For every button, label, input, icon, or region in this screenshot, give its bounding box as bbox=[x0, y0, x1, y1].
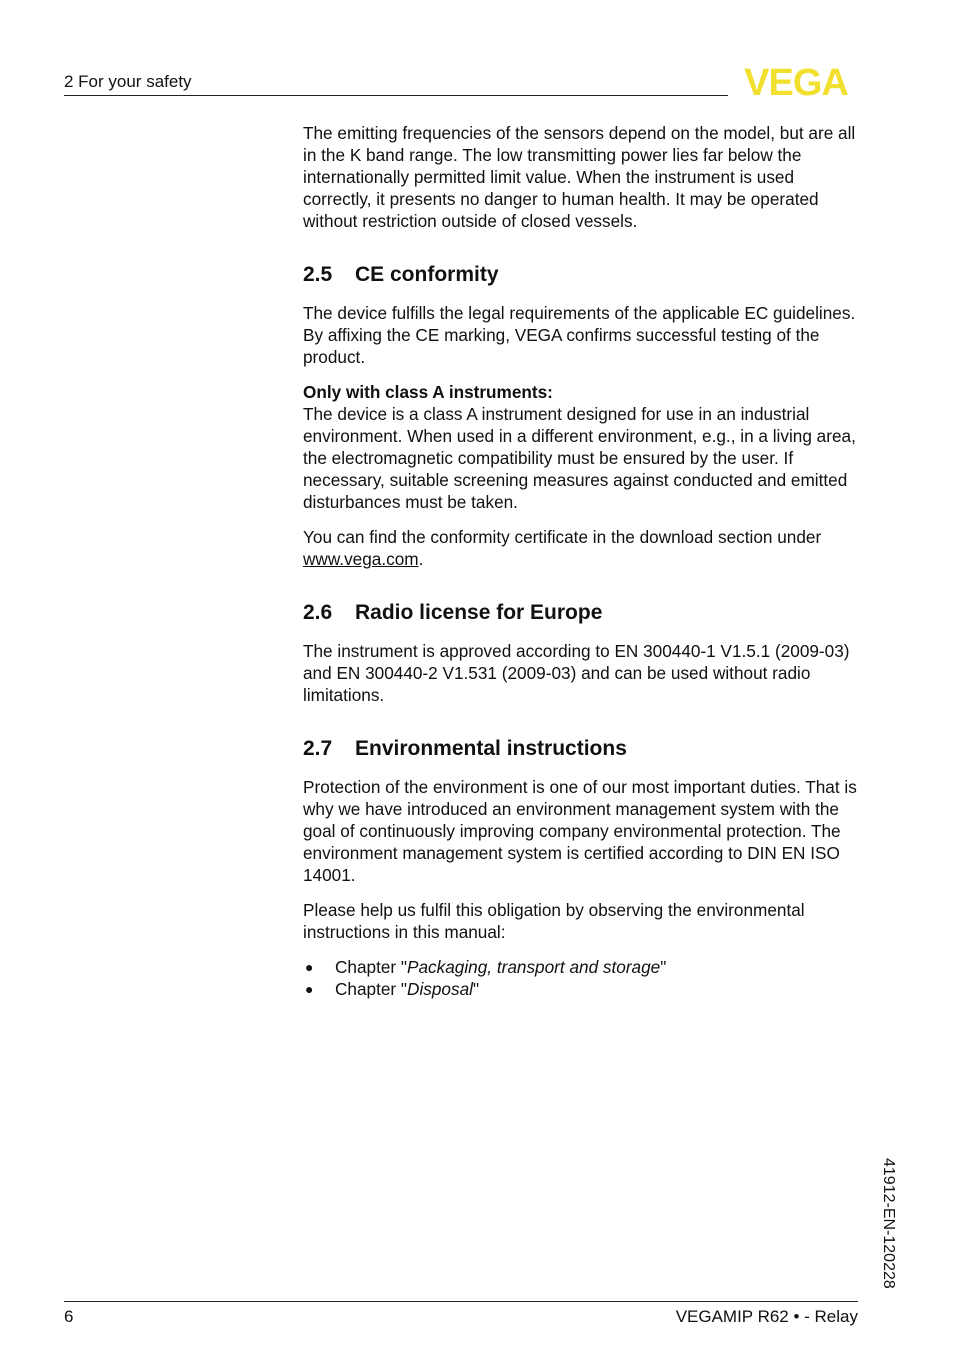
section-heading-radio bbox=[303, 600, 859, 626]
vega-website-link[interactable]: www.vega.com bbox=[303, 549, 419, 569]
logo-text: VEGA bbox=[744, 64, 848, 98]
page-number: 6 bbox=[64, 1307, 74, 1326]
env-paragraph-1: Protection of the environment is one of our most important duties. That is why we have introduced an environment management system with the goal of continuously improving company environmental protection. The environment management system is certified according to DIN EN ISO 14001. bbox=[303, 777, 857, 885]
class-a-label: Only with class A instruments: bbox=[303, 382, 553, 402]
running-header: 2 For your safety bbox=[64, 72, 192, 91]
ce-paragraph-2 bbox=[303, 381, 859, 513]
ce-paragraph-1: The device fulfills the legal requirements of the applicable EC guidelines. By affixing the CE marking, VEGA confirms successful testing of the product. bbox=[303, 303, 856, 367]
env-paragraph-2: Please help us fulfil this obligation by observing the environmental instructions in this manual: bbox=[303, 900, 805, 942]
document-code: 41912-EN-120228 bbox=[880, 1158, 897, 1289]
footer-divider bbox=[64, 1301, 858, 1302]
env-bullet-list bbox=[303, 956, 859, 1000]
class-a-text: The device is a class A instrument designed for use in an industrial environment. When used in a different environment, e.g., in a living area, the electromagnetic compatibility must be ensured by the user. If necessary, suitable screening measures against conducted and emitted disturbances must be taken. bbox=[303, 404, 856, 512]
list-item: ● Chapter "Packaging, transport and storage" bbox=[305, 957, 667, 977]
vega-logo bbox=[734, 64, 858, 98]
section-number: 2.6 bbox=[303, 601, 333, 624]
certificate-text: You can find the conformity certificate in the download section under bbox=[303, 527, 822, 547]
intro-paragraph: The emitting frequencies of the sensors depend on the model, but are all in the K band range. The low transmitting power lies far below the internationally permitted limit value. When the instrument is used correctly, it presents no danger to human health. It may be operated without restriction outside of closed vessels. bbox=[303, 123, 856, 231]
section-heading-ce bbox=[303, 262, 859, 288]
section-title: Radio license for Europe bbox=[355, 601, 603, 624]
header-divider bbox=[64, 95, 728, 96]
footer-product: VEGAMIP R62 • - Relay bbox=[675, 1307, 858, 1326]
section-title: CE conformity bbox=[355, 263, 499, 286]
section-heading-env bbox=[303, 736, 859, 762]
bullet-icon: ● bbox=[305, 959, 314, 975]
section-title: Environmental instructions bbox=[355, 737, 627, 760]
section-number: 2.7 bbox=[303, 737, 333, 760]
section-number: 2.5 bbox=[303, 263, 333, 286]
radio-paragraph: The instrument is approved according to EN 300440-1 V1.5.1 (2009-03) and EN 300440-2 V1.531 (2009-03) and can be used without radio limitations. bbox=[303, 641, 850, 705]
bullet-icon: ● bbox=[305, 981, 314, 997]
list-item: ● Chapter "Disposal" bbox=[305, 979, 480, 999]
period: . bbox=[418, 549, 424, 569]
main-content bbox=[303, 122, 859, 1000]
ce-paragraph-3 bbox=[303, 526, 859, 570]
